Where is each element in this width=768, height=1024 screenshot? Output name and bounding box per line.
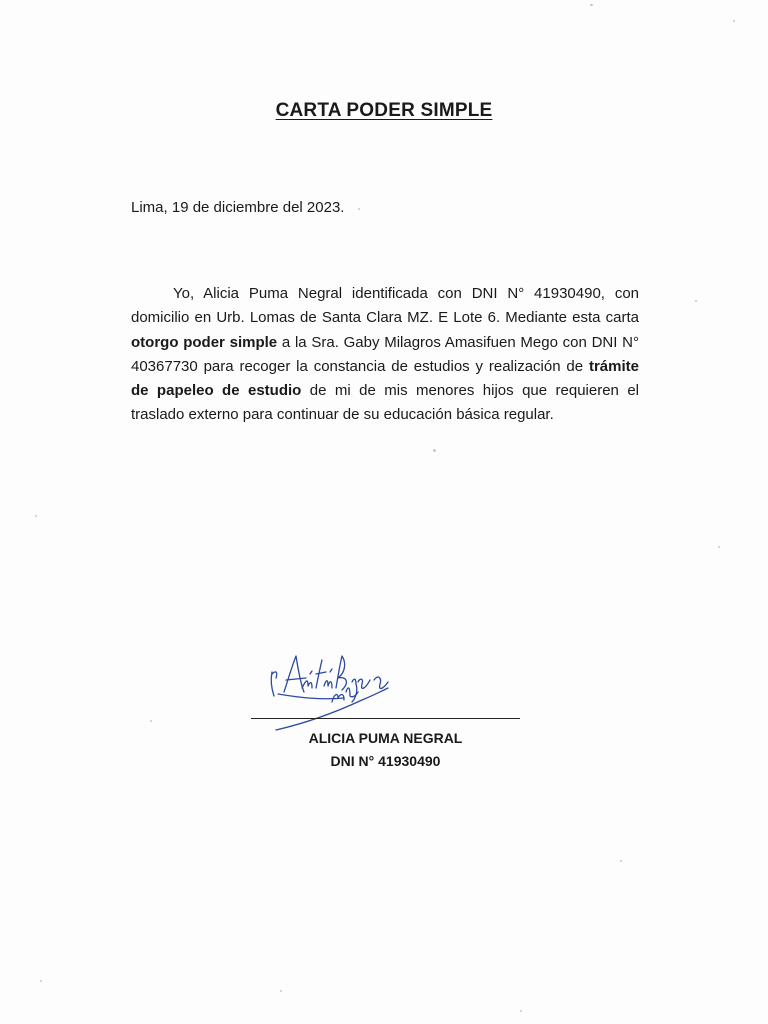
signer-dni: DNI N° 41930490	[330, 753, 441, 769]
body-bold-1: otorgo poder simple	[131, 333, 278, 351]
scan-speck	[40, 980, 42, 982]
scan-speck	[358, 208, 360, 210]
body-text-2: a la Sra. Gaby Milagros Amasifuen Mego con DNI N° 40367730 para recoger la constancia de estudios y realización de	[131, 333, 639, 375]
scan-speck	[590, 4, 593, 6]
body-text-1: Yo, Alicia Puma Negral identificada con DNI N° 41930490, con domicilio en Urb. Lomas de Santa Clara MZ. E Lote 6. Mediante esta carta	[131, 285, 639, 327]
scan-speck	[695, 300, 697, 302]
body-text-3: de mi de mis menores hijos que requieren el traslado externo para continuar de su educación básica regular.	[131, 382, 640, 424]
handwritten-signature	[262, 652, 402, 734]
scan-speck	[620, 860, 622, 862]
scan-speck	[35, 515, 37, 517]
signature-line	[251, 718, 520, 719]
scan-speck	[150, 720, 152, 722]
body-paragraph	[131, 282, 639, 428]
scan-speck	[433, 449, 436, 452]
date-line: Lima, 19 de diciembre del 2023.	[131, 199, 345, 216]
scan-speck	[280, 990, 282, 992]
page-title: CARTA PODER SIMPLE	[275, 100, 493, 121]
scan-speck	[718, 546, 720, 548]
body-bold-2: trámite de papeleo de estudio	[131, 357, 639, 400]
signer-name: ALICIA PUMA NEGRAL	[308, 730, 463, 746]
scan-speck	[733, 20, 735, 22]
scan-speck	[520, 1010, 522, 1012]
